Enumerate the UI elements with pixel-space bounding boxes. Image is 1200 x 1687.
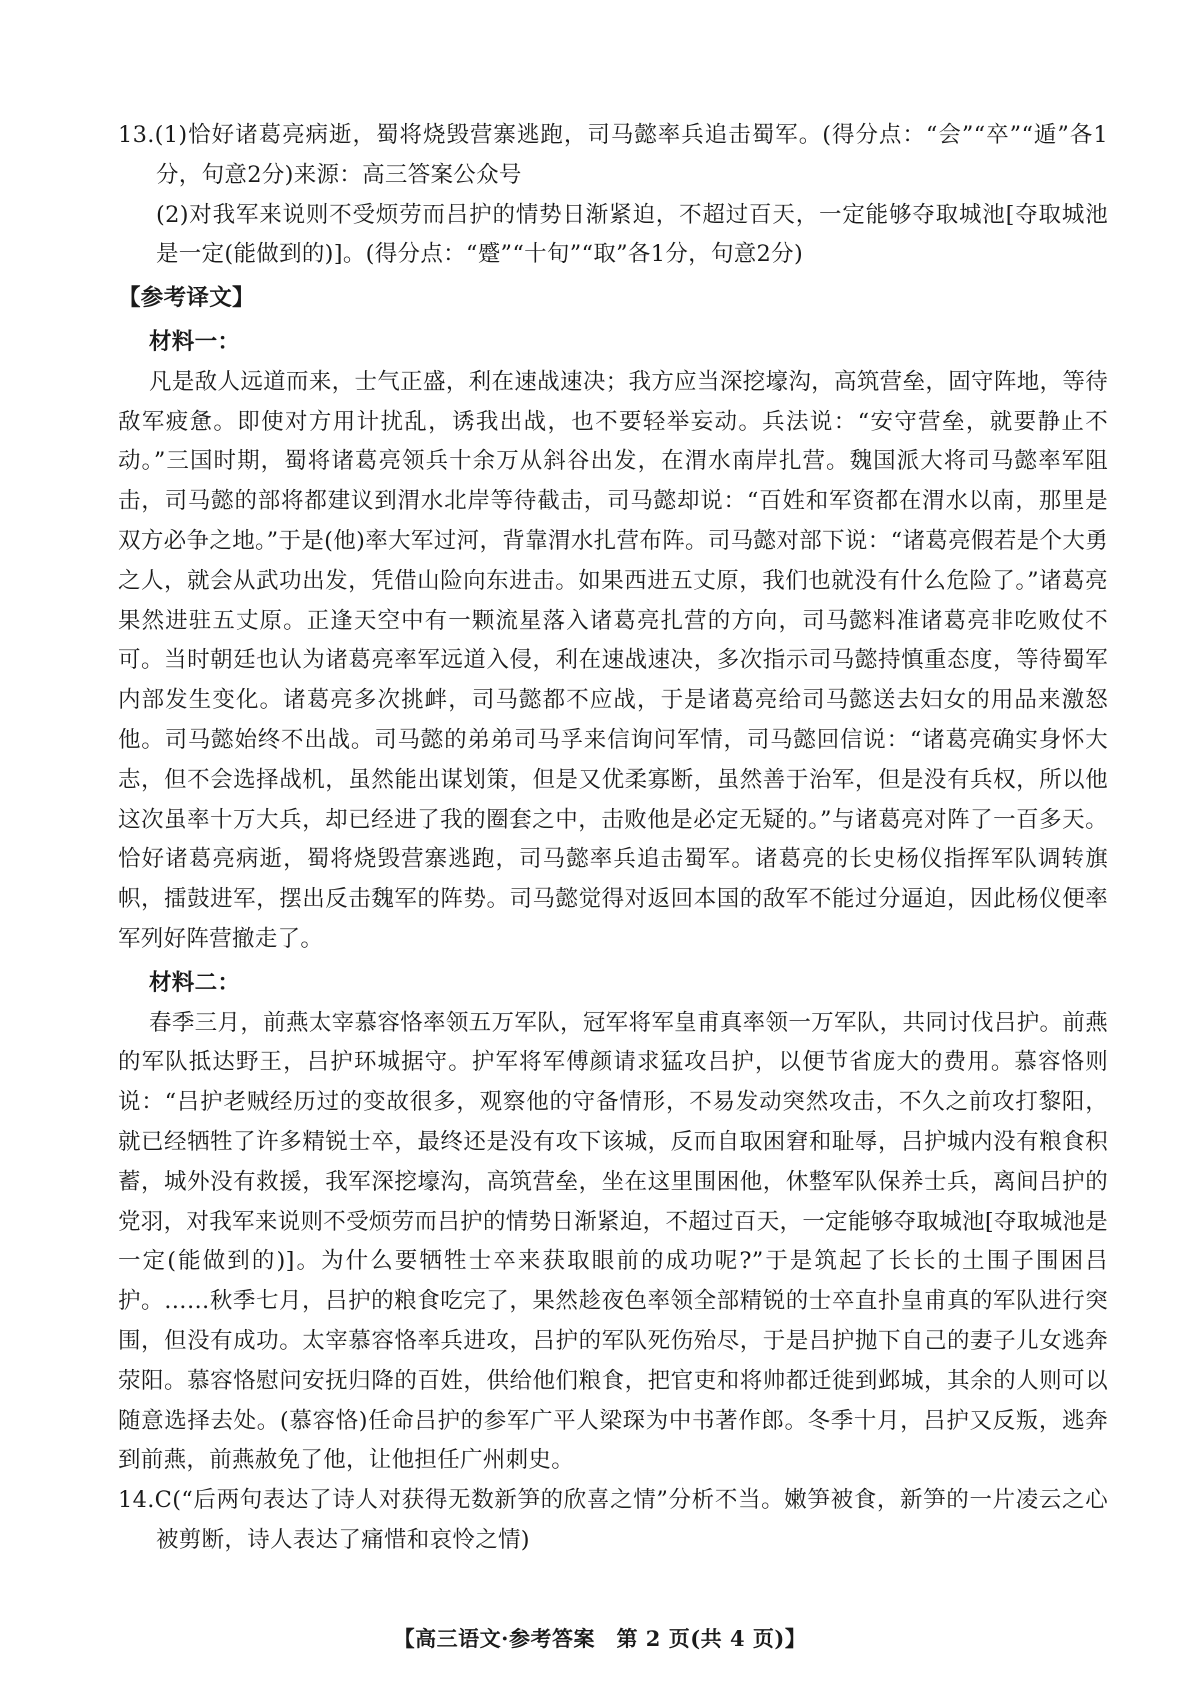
material1-paragraph: 凡是敌人远道而来，士气正盛，利在速战速决；我方应当深挖壕沟，高筑营垒，固守阵地，等待敌军疲惫。即使对方用计扰乱，诱我出战，也不要轻举妄动。兵法说：“安守营垒，就要静止不动。”三国时期，蜀将诸葛亮领兵十余万从斜谷出发，在渭水南岸扎营。魏国派大将司马懿率军阻击，司马懿的部将都建议到渭水北岸等待截击，司马懿却说：“百姓和军资都在渭水以南，那里是双方必争之地。”于是(他)率大军过河，背靠渭水扎营布阵。司马懿对部下说：“诸葛亮假若是个大勇之人，就会从武功出发，凭借山险向东进击。如果西进五丈原，我们也就没有什么危险了。”诸葛亮果然进驻五丈原。正逢天空中有一颗流星落入诸葛亮扎营的方向，司马懿料准诸葛亮非吃败仗不可。当时朝廷也认为诸葛亮率军远道入侵，利在速战速决，多次指示司马懿持慎重态度，等待蜀军内部发生变化。诸葛亮多次挑衅，司马懿都不应战，于是诸葛亮给司马懿送去妇女的用品来激怒他。司马懿始终不出战。司马懿的弟弟司马孚来信询问军情，司马懿回信说：“诸葛亮确实身怀大志，但不会选择战机，虽然能出谋划策，但是又优柔寡断，虽然善于治军，但是没有兵权，所以他这次虽率十万大兵，却已经进了我的圈套之中，击败他是必定无疑的。”与诸葛亮对阵了一百多天。恰好诸葛亮病逝，蜀将烧毁营寨逃跑，司马懿率兵追击蜀军。诸葛亮的长史杨仪指挥军队调转旗帜，擂鼓进军，摆出反击魏军的阵势。司马懿觉得对返回本国的敌军不能过分逼迫，因此杨仪便率军列好阵营撤走了。 [118, 368, 1108, 952]
q13-part2: (2)对我军来说则不受烦劳而吕护的情势日渐紧迫，不超过百天，一定能够夺取城池[夺取城池是一定(能做到的)]。(得分点：“蹙”“十旬”“取”各1分，句意2分) [156, 201, 1108, 268]
material1-title: 材料一： [149, 328, 241, 355]
q13-part1: 13.(1)恰好诸葛亮病逝，蜀将烧毁营寨逃跑，司马懿率兵追击蜀军。(得分点：“会”“卒”“遁”各1分，句意2分)来源：高三答案公众号 [118, 122, 1108, 188]
page-content [118, 116, 1108, 1561]
q14-answer: 14.C(“后两句表达了诗人对获得无数新笋的欣喜之情”分析不当。嫩笋被食，新笋的一片凌云之心被剪断，诗人表达了痛惜和哀怜之情) [118, 1487, 1108, 1553]
material2-title: 材料二： [149, 969, 241, 996]
material2-paragraph: 春季三月，前燕太宰慕容恪率领五万军队，冠军将军皇甫真率领一万军队，共同讨伐吕护。前燕的军队抵达野王，吕护环城据守。护军将军傅颜请求猛攻吕护，以便节省庞大的费用。慕容恪则说：“吕护老贼经历过的变故很多，观察他的守备情形，不易发动突然攻击，不久之前攻打黎阳，就已经牺牲了许多精锐士卒，最终还是没有攻下该城，反而自取困窘和耻辱，吕护城内没有粮食积蓄，城外没有救援，我军深挖壕沟，高筑营垒，坐在这里围困他，休整军队保养士兵，离间吕护的党羽，对我军来说则不受烦劳而吕护的情势日渐紧迫，不超过百天，一定能够夺取城池[夺取城池是一定(能做到的)]。为什么要牺牲士卒来获取眼前的成功呢?”于是筑起了长长的土围子围困吕护。……秋季七月，吕护的粮食吃完了，果然趁夜色率领全部精锐的士卒直扑皇甫真的军队进行突围，但没有成功。太宰慕容恪率兵进攻，吕护的军队死伤殆尽，于是吕护抛下自己的妻子儿女逃奔荥阳。慕容恪慰问安抚归降的百姓，供给他们粮食，把官吏和将帅都迁徙到邺城，其余的人则可以随意选择去处。(慕容恪)任命吕护的参军广平人梁琛为中书著作郎。冬季十月，吕护又反叛，逃奔到前燕，前燕赦免了他，让他担任广州刺史。 [118, 1009, 1108, 1474]
translation-heading: 【参考译文】 [118, 285, 255, 312]
page-footer: 【高三语文·参考答案 第 2 页(共 4 页)】 [393, 1626, 807, 1651]
